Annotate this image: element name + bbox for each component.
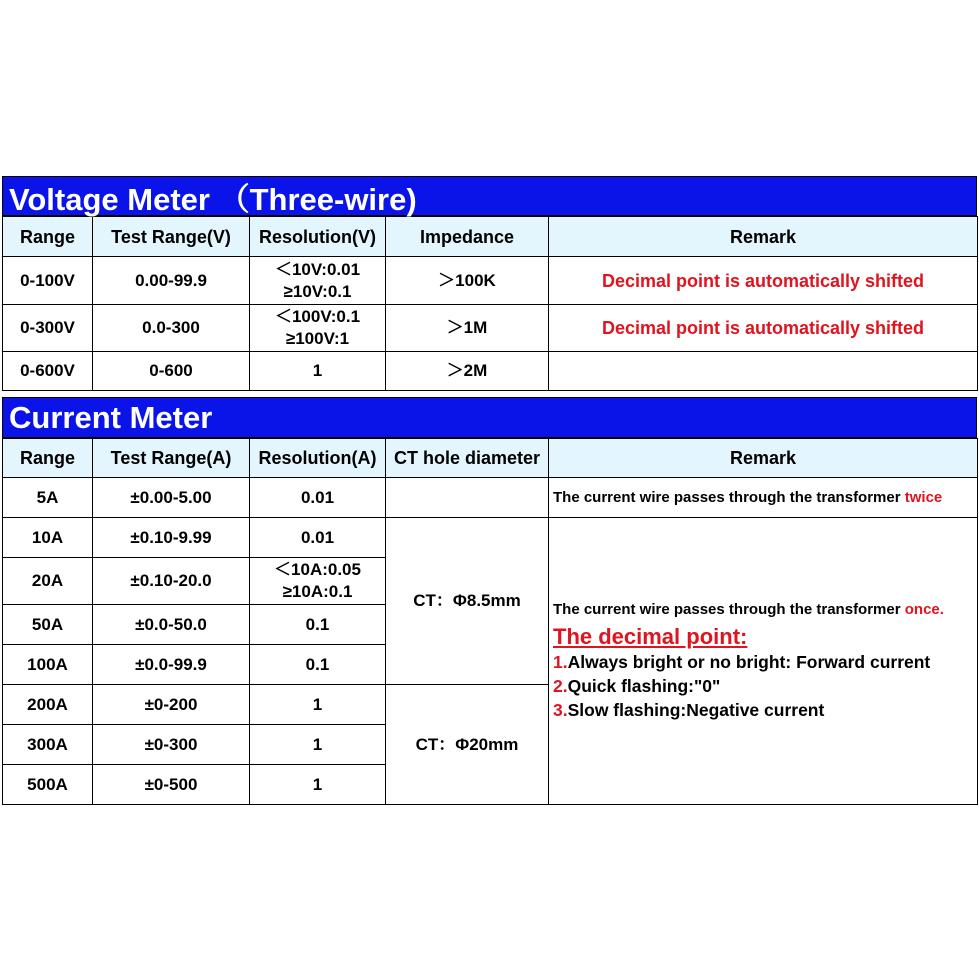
voltage-header-row [3,217,978,257]
list-item [553,674,977,698]
resolution-cell [250,558,386,605]
range-cell: 200A [3,685,93,725]
list-item [553,698,977,722]
resolution-cell: 1 [250,725,386,765]
test-range-cell: 0-600 [93,352,250,391]
resolution-cell [250,305,386,352]
test-range-cell: ±0-500 [93,765,250,805]
list-item-text: Quick flashing:"0" [567,676,721,696]
resolution-cell: 0.01 [250,478,386,518]
resolution-cell: 1 [250,765,386,805]
voltage-meter-title: Voltage Meter （Three-wire) [2,176,977,216]
test-range-cell: ±0.0-50.0 [93,605,250,645]
table-row [3,352,978,391]
test-range-cell: ±0.00-5.00 [93,478,250,518]
remark-cell: Decimal point is automatically shifted [549,305,978,352]
table-row [3,518,978,558]
test-range-cell: ±0-200 [93,685,250,725]
table-row [3,478,978,518]
impedance-cell: ＞1M [386,305,549,352]
ct-cell-empty [386,478,549,518]
header-remark: Remark [549,439,978,478]
list-item-number: 3. [553,700,568,720]
remark-main-cell [549,518,978,805]
resolution-line: ≥100V:1 [285,329,350,348]
range-cell: 500A [3,765,93,805]
table-row [3,305,978,352]
remark-5a-word: twice [904,488,943,506]
impedance-cell: ＞2M [386,352,549,391]
resolution-line: ＜100V:0.1 [274,307,361,326]
resolution-line: ＜10A:0.05 [274,560,361,579]
decimal-point-title: The decimal point: [553,624,748,649]
range-cell: 0-100V [3,257,93,305]
list-item-number: 1. [553,652,568,672]
resolution-cell: 0.1 [250,645,386,685]
table-row [3,257,978,305]
range-cell: 5A [3,478,93,518]
remark-5a-text: The current wire passes through the transformer [553,488,905,506]
header-range: Range [3,217,93,257]
test-range-cell: ±0.0-99.9 [93,645,250,685]
spec-sheet [2,176,977,805]
resolution-line: ≥10V:0.1 [283,281,352,301]
remark-main-word: once. [904,601,944,618]
test-range-cell: ±0.10-9.99 [93,518,250,558]
range-cell: 0-600V [3,352,93,391]
range-cell: 50A [3,605,93,645]
resolution-cell: 0.1 [250,605,386,645]
list-item-text: Slow flashing:Negative current [567,700,825,720]
ct-large-cell: CT：Φ20mm [386,685,549,805]
range-cell: 10A [3,518,93,558]
list-item [553,650,977,674]
current-header-row [3,439,978,478]
voltage-table [2,216,978,391]
impedance-cell: ＞100K [386,257,549,305]
list-item-number: 2. [553,676,568,696]
test-range-cell: 0.0-300 [93,305,250,352]
header-range: Range [3,439,93,478]
header-test-range: Test Range(V) [93,217,250,257]
range-cell: 20A [3,558,93,605]
header-resolution: Resolution(A) [250,439,386,478]
resolution-line: ＜10V:0.01 [274,259,361,279]
header-ct-hole-diameter: CT hole diameter [386,439,549,478]
header-resolution: Resolution(V) [250,217,386,257]
test-range-cell: ±0.10-20.0 [93,558,250,605]
remark-cell [549,352,978,391]
resolution-cell: 1 [250,352,386,391]
current-table [2,438,978,805]
header-remark: Remark [549,217,978,257]
header-test-range: Test Range(A) [93,439,250,478]
remark-main-line [553,600,977,620]
remark-cell: Decimal point is automatically shifted [549,257,978,305]
range-cell: 0-300V [3,305,93,352]
resolution-cell [250,257,386,305]
remark-main-text: The current wire passes through the transformer [553,601,905,618]
resolution-line: ≥10A:0.1 [282,582,353,601]
test-range-cell: ±0-300 [93,725,250,765]
range-cell: 100A [3,645,93,685]
ct-small-cell: CT：Φ8.5mm [386,518,549,685]
resolution-cell: 1 [250,685,386,725]
header-impedance: Impedance [386,217,549,257]
resolution-cell: 0.01 [250,518,386,558]
list-item-text: Always bright or no bright: Forward current [567,652,931,672]
remark-5a-cell [549,478,978,518]
test-range-cell: 0.00-99.9 [93,257,250,305]
range-cell: 300A [3,725,93,765]
current-meter-title: Current Meter [2,397,977,438]
